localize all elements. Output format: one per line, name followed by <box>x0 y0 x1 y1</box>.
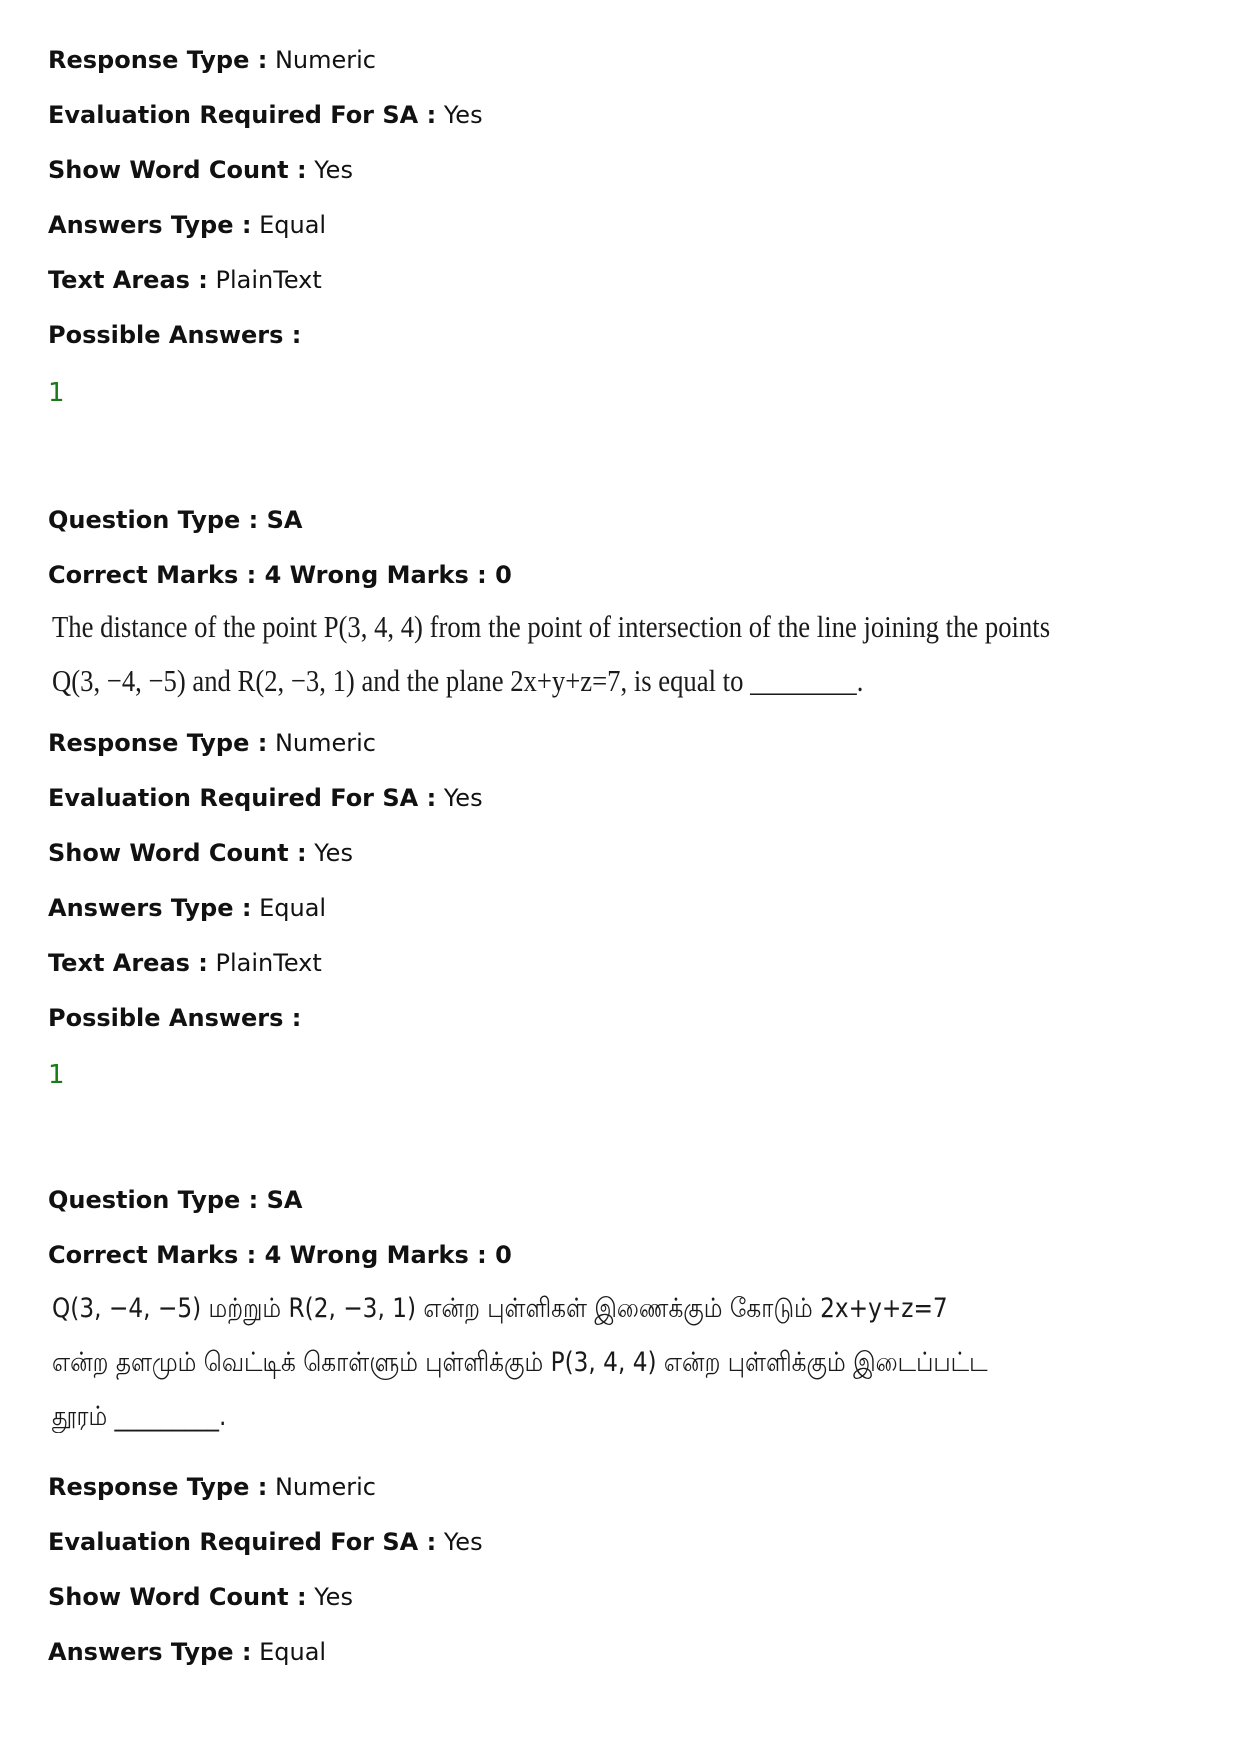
question-line: தூரம் _________. <box>52 1401 227 1432</box>
field-value: Yes <box>314 1583 353 1611</box>
question-line: The distance of the point P(3, 4, 4) from the point of intersection of the line joining the points <box>52 609 1051 644</box>
word-count-row <box>48 155 353 185</box>
response-type-row <box>48 45 376 75</box>
marks-text: Correct Marks : 4 Wrong Marks : 0 <box>48 561 512 589</box>
possible-answers-row <box>48 320 301 350</box>
field-label: Answers Type : <box>48 894 252 922</box>
evaluation-row <box>48 100 483 130</box>
question-text <box>52 1282 988 1444</box>
field-label: Evaluation Required For SA : <box>48 101 437 129</box>
field-label: Show Word Count : <box>48 839 307 867</box>
question-line: என்ற தளமும் வெட்டிக் கொள்ளும் புள்ளிக்கும் P(3, 4, 4) என்ற புள்ளிக்கும் இடைப்பட்ட <box>52 1347 988 1378</box>
field-label: Answers Type : <box>48 211 252 239</box>
response-type-row <box>48 1472 376 1502</box>
field-value: Numeric <box>274 1473 376 1501</box>
question-type <box>48 505 302 535</box>
word-count-row <box>48 1582 353 1612</box>
question-line: Q(3, −4, −5) and R(2, −3, 1) and the plane 2x+y+z=7, is equal to ________. <box>52 663 864 698</box>
question-type-text: Question Type : SA <box>48 1186 303 1214</box>
field-label: Possible Answers : <box>48 321 302 349</box>
field-value: Equal <box>259 894 327 922</box>
question-type-text: Question Type : SA <box>48 506 303 534</box>
field-label: Answers Type : <box>48 1638 252 1666</box>
marks-text: Correct Marks : 4 Wrong Marks : 0 <box>48 1241 512 1269</box>
field-label: Possible Answers : <box>48 1004 302 1032</box>
field-value: Equal <box>259 211 327 239</box>
marks <box>48 560 512 590</box>
text-areas-row <box>48 948 322 978</box>
field-label: Text Areas : <box>48 266 208 294</box>
evaluation-row <box>48 783 483 813</box>
answers-type-row <box>48 210 326 240</box>
evaluation-row <box>48 1527 483 1557</box>
possible-answer-value: 1 <box>48 1060 65 1090</box>
field-value: Numeric <box>274 729 376 757</box>
field-value: Yes <box>443 784 483 812</box>
word-count-row <box>48 838 353 868</box>
field-value: Yes <box>443 101 483 129</box>
field-label: Show Word Count : <box>48 1583 307 1611</box>
question-type <box>48 1185 302 1215</box>
field-value: Numeric <box>274 46 376 74</box>
field-value: Equal <box>259 1638 327 1666</box>
field-value: Yes <box>443 1528 483 1556</box>
field-value: PlainText <box>215 266 322 294</box>
field-label: Response Type : <box>48 1473 268 1501</box>
field-value: PlainText <box>215 949 322 977</box>
response-type-row <box>48 728 376 758</box>
marks <box>48 1240 512 1270</box>
question-text <box>52 600 1050 708</box>
answers-type-row <box>48 893 326 923</box>
field-label: Show Word Count : <box>48 156 307 184</box>
field-label: Evaluation Required For SA : <box>48 784 437 812</box>
possible-answers-row <box>48 1003 301 1033</box>
possible-answer-value: 1 <box>48 378 65 408</box>
answers-type-row <box>48 1637 326 1667</box>
field-label: Response Type : <box>48 729 268 757</box>
field-label: Response Type : <box>48 46 268 74</box>
field-value: Yes <box>314 839 353 867</box>
question-line: Q(3, −4, −5) மற்றும் R(2, −3, 1) என்ற புள்ளிகள் இணைக்கும் கோடும் 2x+y+z=7 <box>52 1293 948 1324</box>
text-areas-row <box>48 265 322 295</box>
field-label: Text Areas : <box>48 949 208 977</box>
field-value: Yes <box>314 156 353 184</box>
field-label: Evaluation Required For SA : <box>48 1528 437 1556</box>
